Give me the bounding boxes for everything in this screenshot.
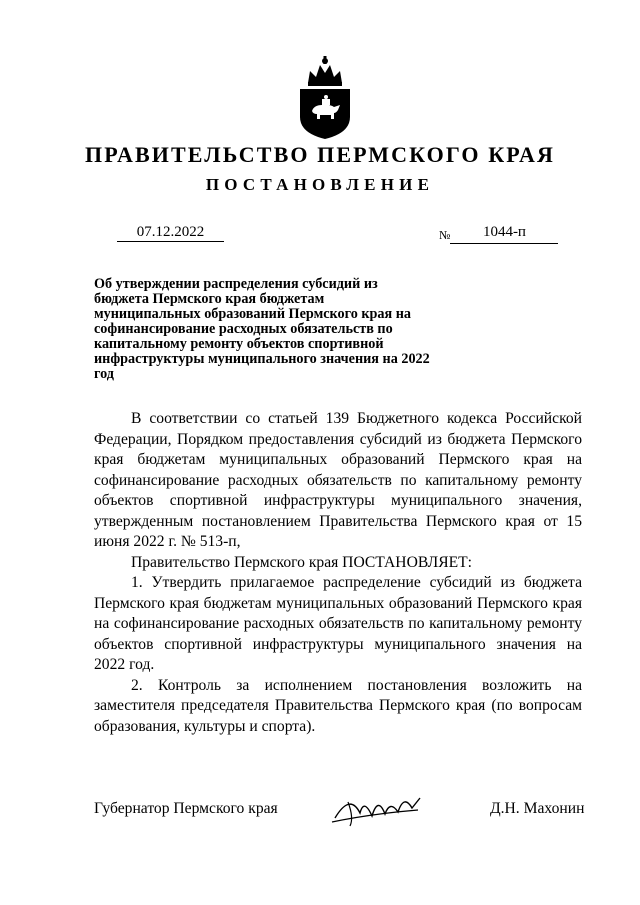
body-resolves: Правительство Пермского края ПОСТАНОВЛЯЕТ: bbox=[131, 553, 472, 571]
document-type: ПОСТАНОВЛЕНИЕ bbox=[205, 175, 435, 194]
document-body bbox=[94, 409, 582, 737]
document-number bbox=[439, 223, 558, 244]
handwritten-signature-icon bbox=[330, 788, 425, 830]
signer-role: Губернатор Пермского края bbox=[94, 800, 278, 817]
body-item-1: 1. Утвердить прилагаемое распределение субсидий из бюджета Пермского края бюджетам муниципальных образований Пермского края на софинансирование расходных обязательств по капитальному ремонту объектов спортивной инфраструктуры муниципального значения на 2022 год. bbox=[94, 574, 582, 673]
coat-of-arms-icon bbox=[298, 55, 352, 139]
body-item-2: 2. Контроль за исполнением постановления возложить на заместителя председателя Правительства Пермского края (по вопросам образования, культуры и спорта). bbox=[94, 676, 582, 735]
number-label: № bbox=[439, 228, 451, 242]
document-subject: Об утверждении распределения субсидий из бюджета Пермского края бюджетам муниципальных образований Пермского края на софинансирование расходных обязательств по капитальному ремонту объектов спортивной инфраструктуры муниципального значения на 2022 год bbox=[94, 276, 430, 382]
government-title: ПРАВИТЕЛЬСТВО ПЕРМСКОГО КРАЯ bbox=[85, 142, 555, 167]
number-value: 1044-п bbox=[450, 223, 558, 244]
body-preamble: В соответствии со статьей 139 Бюджетного кодекса Российской Федерации, Порядком предоставления субсидий из бюджета Пермского края бюджетам муниципальных образований Пермского края на софинансирование расходных обязательств по капитальному ремонту объектов спортивной инфраструктуры муниципального значения, утвержденным постановлением Правительства Пермского края от 15 июня 2022 г. № 513-п, bbox=[94, 410, 582, 550]
signer-name: Д.Н. Махонин bbox=[490, 800, 585, 817]
document-date: 07.12.2022 bbox=[117, 223, 224, 242]
